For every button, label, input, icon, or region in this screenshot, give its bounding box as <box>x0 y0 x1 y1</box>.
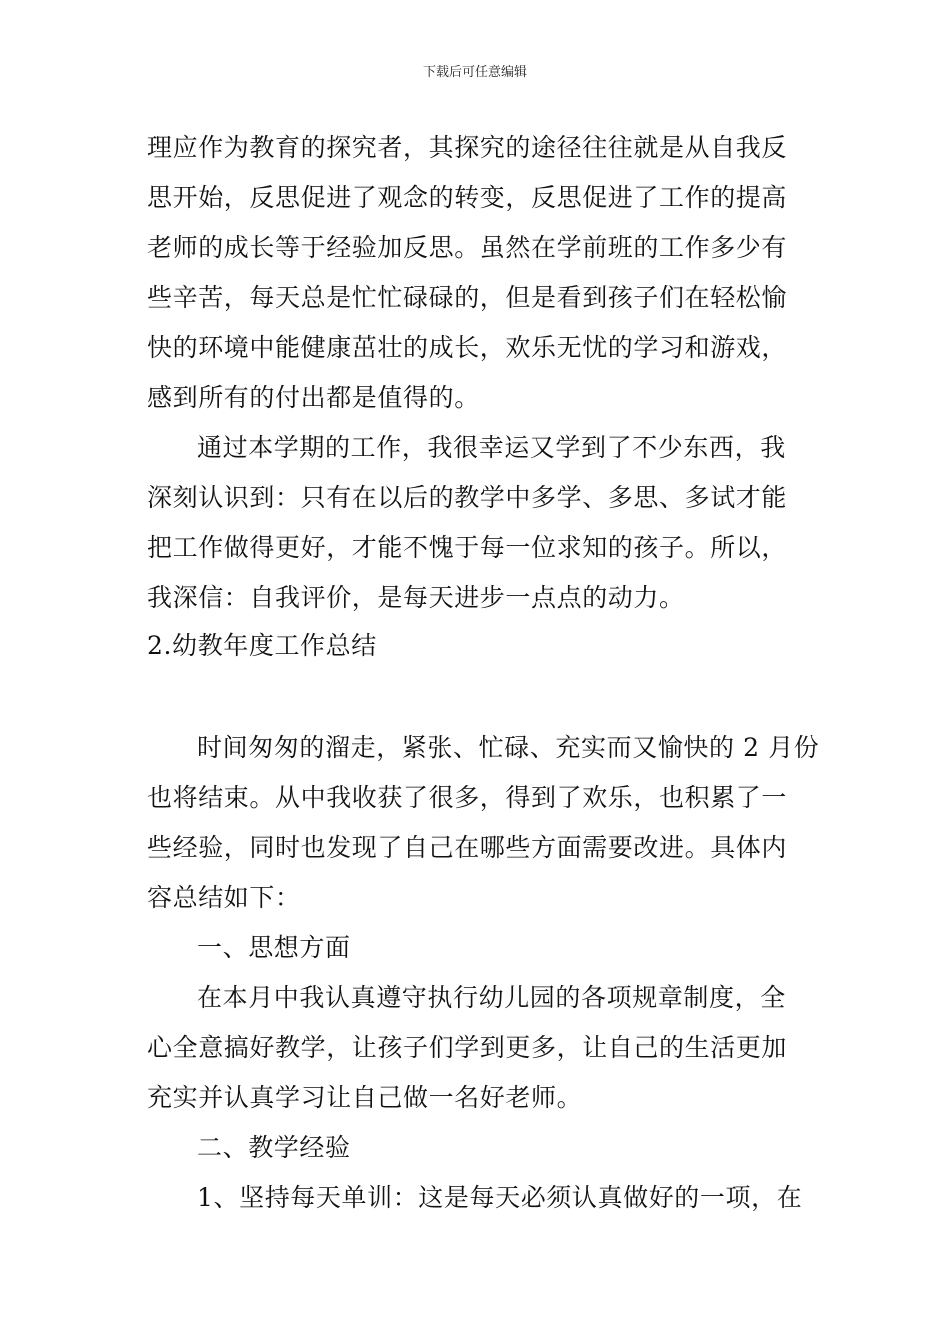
text-line: 深刻认识到：只有在以后的教学中多学、多思、多试才能 <box>147 483 788 512</box>
text-line: 在本月中我认真遵守执行幼儿园的各项规章制度，全 <box>197 983 786 1012</box>
text-line: 充实并认真学习让自己做一名好老师。 <box>147 1083 583 1112</box>
subheading: 一、思想方面 <box>197 933 351 962</box>
text-line: 快的环境中能健康茁壮的成长，欢乐无忧的学习和游戏， <box>147 333 788 362</box>
text-line: 1、坚持每天单训：这是每天必须认真做好的一项，在 <box>197 1183 803 1212</box>
text-line: 心全意搞好教学，让孩子们学到更多，让自己的生活更加 <box>147 1033 788 1062</box>
text-line: 感到所有的付出都是值得的。 <box>147 383 480 412</box>
text-line: 容总结如下： <box>147 883 301 912</box>
text-line: 些经验，同时也发现了自己在哪些方面需要改进。具体内 <box>147 833 788 862</box>
text-line: 我深信：自我评价，是每天进步一点点的动力。 <box>147 583 685 612</box>
page-header: 下载后可任意编辑 <box>422 65 527 80</box>
text-line: 也将结束。从中我收获了很多，得到了欢乐，也积累了一 <box>147 783 788 812</box>
text-line: 老师的成长等于经验加反思。虽然在学前班的工作多少有 <box>147 233 788 262</box>
text-line: 把工作做得更好，才能不愧于每一位求知的孩子。所以， <box>147 533 788 562</box>
text-line: 通过本学期的工作，我很幸运又学到了不少东西，我 <box>197 433 786 462</box>
text-line: 理应作为教育的探究者，其探究的途径往往就是从自我反 <box>147 133 788 162</box>
text-line: 时间匆匆的溜走，紧张、忙碌、充实而又愉快的 2 月份 <box>197 733 820 762</box>
section-heading: 2.幼教年度工作总结 <box>147 631 377 660</box>
text-line: 思开始，反思促进了观念的转变，反思促进了工作的提高 <box>147 183 788 212</box>
text-line: 些辛苦，每天总是忙忙碌碌的，但是看到孩子们在轻松愉 <box>147 283 788 312</box>
subheading: 二、教学经验 <box>197 1133 351 1162</box>
